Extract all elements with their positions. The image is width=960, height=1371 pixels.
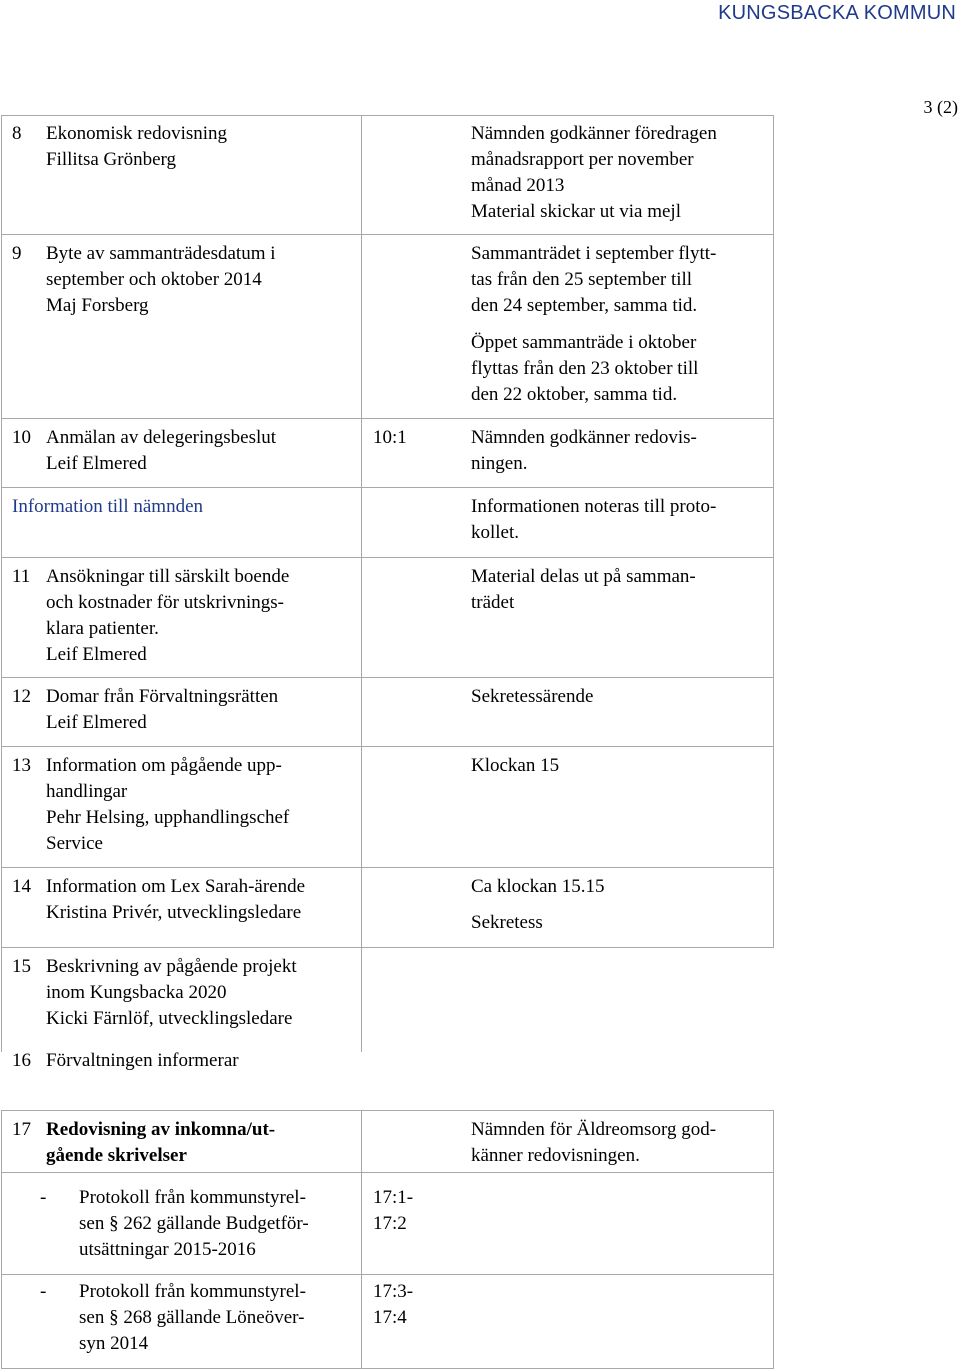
item-title: handlingar [46,781,128,802]
attachment-ref: 17:3- [373,1281,414,1302]
item-number: 15 [12,956,31,977]
item-presenter: Service [46,833,103,854]
decision-text: Informationen noteras till proto- [471,496,717,517]
decision-text: trädet [471,592,515,613]
sub-item-text: sen § 262 gällande Budgetför- [79,1213,309,1234]
decision-text: Nämnden godkänner föredragen [471,123,717,144]
item-presenter: Maj Forsberg [46,295,149,316]
item-number: 11 [12,566,31,587]
decision-text: Material delas ut på samman- [471,566,696,587]
decision-text: Öppet sammanträde i oktober [471,332,697,353]
item-presenter: Fillitsa Grönberg [46,149,177,170]
decision-text: Nämnden godkänner redovis- [471,427,697,448]
page-number: 3 (2) [923,97,958,117]
item-presenter: Leif Elmered [46,712,147,733]
decision-text: kollet. [471,522,520,543]
decision-text: månad 2013 [471,175,565,196]
item-presenter: Leif Elmered [46,453,147,474]
attachment-ref: 10:1 [373,427,407,448]
decision-text: Sekretessärende [471,686,594,707]
item-title: klara patienter. [46,618,159,639]
attachment-ref: 17:1- [373,1187,414,1208]
organization-name: KUNGSBACKA KOMMUN [718,2,956,24]
decision-text: Ca klockan 15.15 [471,876,605,897]
item-title: Ekonomisk redovisning [46,123,228,144]
item-presenter: Leif Elmered [46,644,147,665]
decision-text: känner redovisningen. [471,1145,640,1166]
item-number: 9 [12,243,22,264]
item-number: 12 [12,686,31,707]
sub-item-text: syn 2014 [79,1333,149,1354]
decision-text: flyttas från den 23 oktober till [471,358,699,379]
section-heading: Information till nämnden [12,496,204,517]
decision-text: tas från den 25 september till [471,269,693,290]
decision-text: Sammanträdet i september flytt- [471,243,717,264]
item-title: Förvaltningen informerar [46,1050,239,1071]
bullet-dash: - [40,1281,47,1302]
decision-text: månadsrapport per november [471,149,694,170]
item-presenter: Pehr Helsing, upphandlingschef [46,807,290,828]
item-title: Ansökningar till särskilt boende [46,566,290,587]
sub-item-text: sen § 268 gällande Löneöver- [79,1307,305,1328]
item-presenter: Kristina Privér, utvecklingsledare [46,902,302,923]
sub-item-text: Protokoll från kommunstyrel- [79,1281,306,1302]
item-title: och kostnader för utskrivnings- [46,592,284,613]
item-number: 14 [12,876,31,897]
item-number: 8 [12,123,22,144]
attachment-ref: 17:4 [373,1307,407,1328]
item-presenter: Kicki Färnlöf, utvecklingsledare [46,1008,293,1029]
attachment-ref: 17:2 [373,1213,407,1234]
item-title: Domar från Förvaltningsrätten [46,686,279,707]
item-number: 13 [12,755,31,776]
item-title: september och oktober 2014 [46,269,262,290]
sub-item-text: Protokoll från kommunstyrel- [79,1187,306,1208]
decision-text: Sekretess [471,912,543,933]
decision-text: Nämnden för Äldreomsorg god- [471,1119,717,1140]
item-title: Byte av sammanträdesdatum i [46,243,276,264]
item-title: Anmälan av delegeringsbeslut [46,427,277,448]
decision-text: Material skickar ut via mejl [471,201,681,222]
item-title: Information om pågående upp- [46,755,282,776]
decision-text: Klockan 15 [471,755,560,776]
item-title: Beskrivning av pågående projekt [46,956,297,977]
bullet-dash: - [40,1187,47,1208]
decision-text: ningen. [471,453,528,474]
sub-item-text: utsättningar 2015-2016 [79,1239,256,1260]
item-title: gående skrivelser [46,1145,187,1166]
item-title: Redovisning av inkomna/ut- [46,1119,276,1140]
decision-text: den 24 september, samma tid. [471,295,698,316]
decision-text: den 22 oktober, samma tid. [471,384,678,405]
item-number: 10 [12,427,31,448]
item-title: inom Kungsbacka 2020 [46,982,227,1003]
item-number: 16 [12,1050,31,1071]
item-number: 17 [12,1119,31,1140]
item-title: Information om Lex Sarah-ärende [46,876,306,897]
